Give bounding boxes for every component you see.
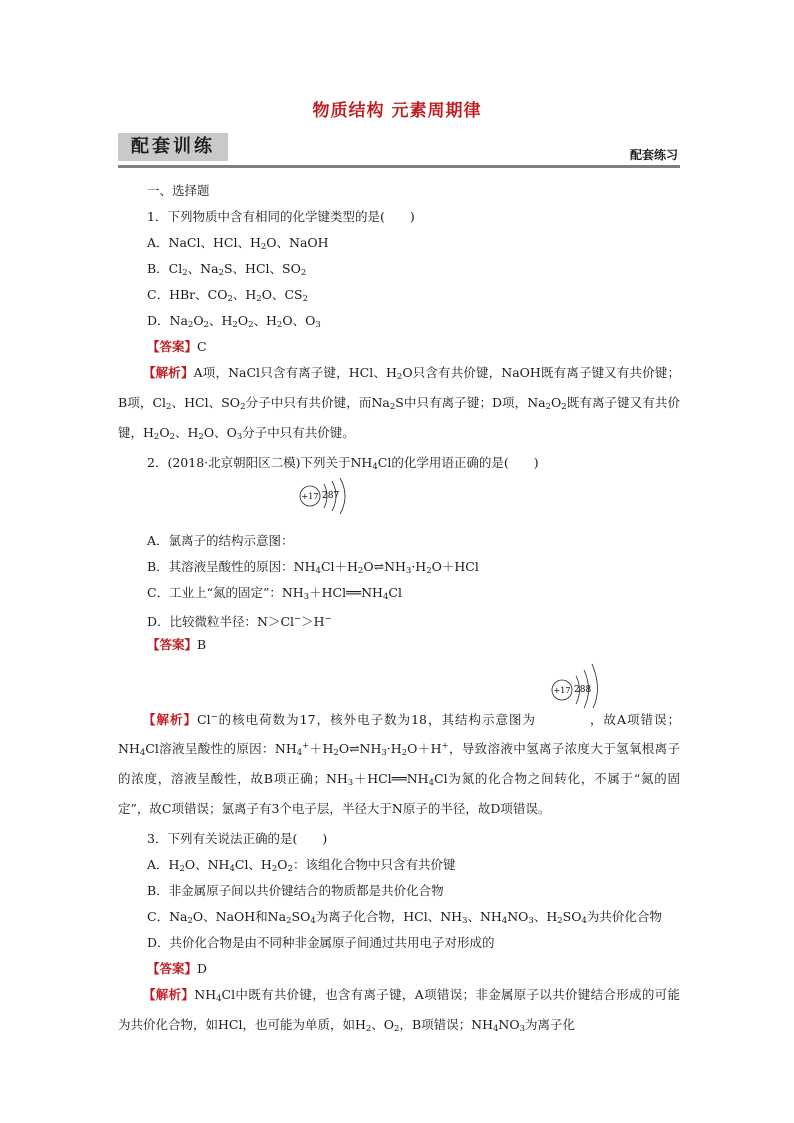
q2-option-d: D．比较微粒半径：N＞Cl−＞H− [147,614,332,629]
q2-analysis-text: Cl−的核电荷数为17，核外电子数为18，其结构示意图为 ，故A项错误；$NH_4Cl$溶液呈酸性的原因：$NH_4^++H_2O\rightleftharpoons NH_3\cdot H_2O+H^+$，导致溶液中氢离子浓度大于氢氧根离子的浓度，溶液呈酸性，故B项正确；$NH_3+HCl══NH_4Cl$为氮的化合物之间转化，不属于“氮的固定”，故C项错误；氯离子有3个电子层，半径大于N原子的半径，故D项错误。 [118,712,681,816]
section-banner [118,133,680,168]
ion-shells-label: 288 [574,685,592,695]
analysis-tag: 【解析】 [143,365,194,380]
ion-nucleus-label: +17 [553,686,571,695]
banner-label: 配套训练 [118,133,228,161]
q2-analysis-atom-block [118,658,680,704]
q2-answer-value: B [197,637,207,652]
q1-answer [118,334,680,360]
answer-tag: 【答案】 [147,961,198,976]
q3-analysis-text: $NH_4Cl$中既有共价键，也含有离子键，A项错误；非金属原子以共价键结合形成的可能为共价化合物，如HCl，也可能为单质，如$H_2$、$O_2$，B项错误；$NH_4NO_3$为离子化 [118,987,680,1034]
q2-stem: 2．(2018·北京朝阳区二模)下列关于$NH_4Cl$的化学用语正确的是( ) [147,455,539,472]
document-body [118,178,680,1042]
banner-right-label: 配套练习 [629,148,678,162]
atom-nucleus-label: +17 [301,492,319,501]
q1-option-b: B．$Cl_2$、$Na_2S$、HCl、$SO_2$ [147,261,307,278]
chloride-ion-diagram [550,662,620,708]
q1-option-d: D．$Na_2O_2$、$H_2O_2$、$H_2O$、$O_3$ [147,313,321,330]
q3-option-c: C．$Na_2O$、NaOH和$Na_2SO_4$为离子化合物，HCl、$NH_3$、$NH_4NO_3$、$H_2SO_4$为共价化合物 [147,909,662,926]
q2-atom-figure-block [118,476,680,528]
section-heading: 一、选择题 [147,183,210,198]
q2-analysis [118,704,680,822]
q1-option-a: A．NaCl、HCl、$H_2O$、NaOH [147,235,329,252]
q3-option-b: B．非金属原子间以共价键结合的物质都是共价化合物 [147,883,444,898]
atom-shells-label: 287 [322,491,340,501]
q1-analysis [118,360,680,450]
q2-option-c: C．工业上“氮的固定”：$NH_3+HCl══NH_4Cl$ [147,585,402,602]
q3-option-a: A．$H_2O$、$NH_4Cl$、$H_2O_2$：该组化合物中只含有共价键 [147,857,456,874]
q1-option-c: C．HBr、$CO_2$、$H_2O$、$CS_2$ [147,287,309,304]
q2-option-a: A．氯离子的结构示意图： [147,533,294,548]
q1-answer-value: C [197,339,207,354]
q3-analysis [118,982,680,1042]
answer-tag: 【答案】 [147,339,198,354]
q1-stem: 1．下列物质中含有相同的化学键类型的是( ) [147,209,415,224]
q3-answer [118,956,680,982]
analysis-tag: 【解析】 [143,987,195,1002]
q2-answer [118,632,680,658]
q3-option-d: D．共价化合物是由不同种非金属原子间通过共用电子对形成的 [147,935,495,950]
q3-answer-value: D [197,961,208,976]
answer-tag: 【答案】 [147,637,198,652]
q2-option-b: B．其溶液呈酸性的原因：$NH_4Cl+H_2O\rightleftharpoons NH_3\cdot H_2O+HCl$ [147,559,479,576]
q3-stem: 3．下列有关说法正确的是( ) [147,831,328,846]
page-title: 物质结构 元素周期律 [312,101,482,121]
chlorine-atom-diagram [298,478,368,526]
analysis-tag: 【解析】 [143,712,197,727]
q1-analysis-text: A项，NaCl只含有离子键，HCl、$H_2O$只含有共价键，NaOH既有离子键又有共价键；B项，$Cl_2$、HCl、$SO_2$分子中只有共价键，而$Na_2S$中只有离子键；D项，$Na_2O_2$既有离子键又有共价键，$H_2O_2$、$H_2O$、$O_3$分子中只有共价键。 [118,365,681,442]
